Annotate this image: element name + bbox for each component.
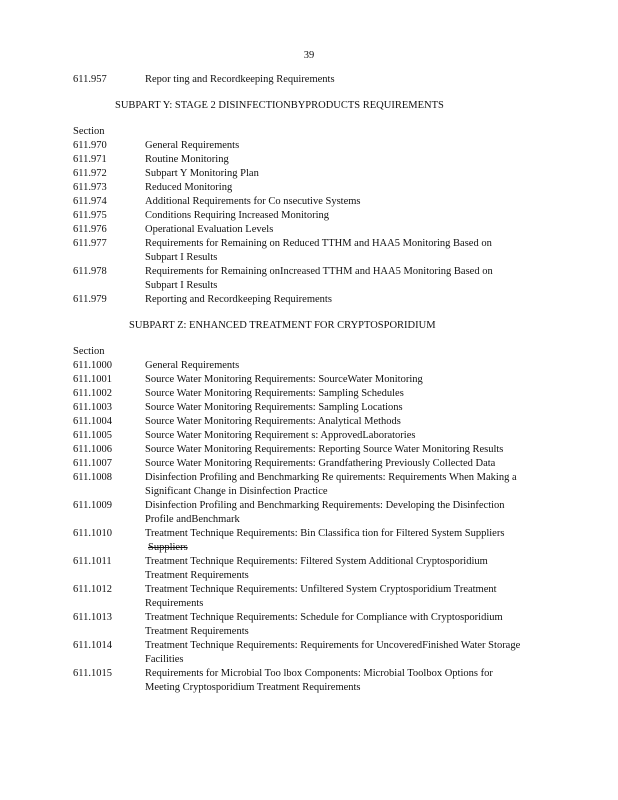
section-label: Section: [73, 126, 105, 137]
section-number: 611.978: [73, 266, 107, 277]
struck-text: Suppliers: [148, 542, 188, 553]
section-title: Source Water Monitoring Requirements: Sampling Schedules: [145, 388, 404, 399]
section-title: Disinfection Profiling and Benchmarking Requirements: Developing the Disinfection Profile andBenchmark: [145, 500, 505, 525]
section-title: Requirements for Remaining onIncreased TTHM and HAA5 Monitoring Based on Subpart I Results: [145, 266, 493, 291]
section-number: 611.1009: [73, 500, 112, 511]
section-number: 611.1012: [73, 584, 112, 595]
section-title: Reporting and Recordkeeping Requirements: [145, 294, 332, 305]
section-title: Routine Monitoring: [145, 154, 229, 165]
section-number: 611.973: [73, 182, 107, 193]
section-title: Source Water Monitoring Requirement s: ApprovedLaboratories: [145, 430, 416, 441]
section-number: 611.1013: [73, 612, 112, 623]
page-number: 39: [303, 50, 315, 61]
section-number: 611.1011: [73, 556, 112, 567]
section-number: 611.972: [73, 168, 107, 179]
section-number: 611.977: [73, 238, 107, 249]
section-number: 611.1014: [73, 640, 112, 651]
section-number: 611.1006: [73, 444, 112, 455]
section-title: General Requirements: [145, 140, 240, 151]
section-number: 611.975: [73, 210, 107, 221]
section-title: Treatment Technique Requirements: Filtered System Additional Cryptosporidium Treatment Requirements: [145, 556, 488, 581]
section-title: Operational Evaluation Levels: [145, 224, 274, 235]
section-title: Treatment Technique Requirements: Unfiltered System Cryptosporidium Treatment Requirements: [145, 584, 497, 609]
section-title: Treatment Technique Requirements: Requirements for UncoveredFinished Water Storage Facilities: [145, 640, 521, 665]
section-label: Section: [73, 346, 105, 357]
section-number: 611.979: [73, 294, 107, 305]
section-number: 611.976: [73, 224, 107, 235]
section-title: General Requirements: [145, 360, 240, 371]
section-number: 611.970: [73, 140, 107, 151]
section-number: 611.1003: [73, 402, 112, 413]
section-number: 611.971: [73, 154, 107, 165]
section-title: Reduced Monitoring: [145, 182, 233, 193]
section-title: Additional Requirements for Co nsecutive Systems: [145, 196, 361, 207]
section-number: 611.1010: [73, 528, 112, 539]
section-title: Source Water Monitoring Requirements: Sampling Locations: [145, 402, 403, 413]
section-title: Treatment Technique Requirements: Schedule for Compliance with Cryptosporidium Treatment Requirements: [145, 612, 503, 637]
section-number: 611.974: [73, 196, 107, 207]
subpart-y-heading: SUBPART Y: STAGE 2 DISINFECTIONBYPRODUCTS REQUIREMENTS: [115, 100, 444, 111]
section-title: Disinfection Profiling and Benchmarking Re quirements: Requirements When Making a Significant Change in Disinfection Practice: [145, 472, 517, 497]
section-number: 611.1007: [73, 458, 112, 469]
section-title: Source Water Monitoring Requirements: SourceWater Monitoring: [145, 374, 423, 385]
section-title: Source Water Monitoring Requirements: Analytical Methods: [145, 416, 401, 427]
section-number: 611.1005: [73, 430, 112, 441]
section-title: Source Water Monitoring Requirements: Grandfathering Previously Collected Data: [145, 458, 496, 469]
section-title: Conditions Requiring Increased Monitoring: [145, 210, 330, 221]
section-title: Treatment Technique Requirements: Bin Classifica tion for Filtered System Suppliers Suppliers: [145, 528, 505, 553]
subpart-z-heading: SUBPART Z: ENHANCED TREATMENT FOR CRYPTOSPORIDIUM: [129, 320, 436, 331]
section-title: Repor ting and Recordkeeping Requirements: [145, 74, 335, 85]
section-title: Subpart Y Monitoring Plan: [145, 168, 259, 179]
section-number: 611.1015: [73, 668, 112, 679]
section-title: Source Water Monitoring Requirements: Reporting Source Water Monitoring Results: [145, 444, 504, 455]
section-number: 611.1001: [73, 374, 112, 385]
section-number: 611.1004: [73, 416, 112, 427]
section-title: Requirements for Microbial Too lbox Components: Microbial Toolbox Options for Meeting Cryptosporidium Treatment Requirements: [145, 668, 493, 693]
section-number: 611.1000: [73, 360, 112, 371]
section-title: Requirements for Remaining on Reduced TTHM and HAA5 Monitoring Based on Subpart I Results: [145, 238, 492, 263]
section-number: 611.957: [73, 74, 107, 85]
section-number: 611.1008: [73, 472, 112, 483]
section-number: 611.1002: [73, 388, 112, 399]
